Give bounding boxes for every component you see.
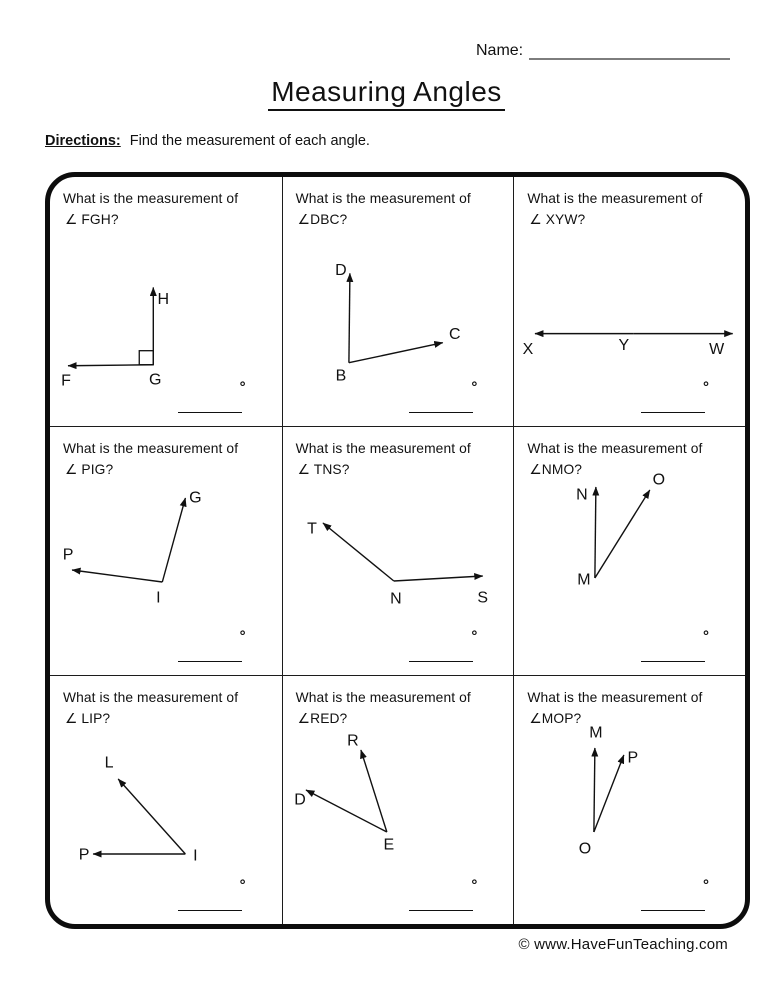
svg-text:D: D <box>334 260 347 279</box>
svg-text:L: L <box>104 753 114 772</box>
svg-text:P: P <box>62 545 74 564</box>
answer-line <box>409 412 473 413</box>
svg-text:E: E <box>383 836 394 854</box>
answer-blank[interactable] <box>409 628 478 662</box>
svg-text:I: I <box>193 846 198 865</box>
answer-blank[interactable] <box>641 877 709 911</box>
degree-symbol: ° <box>239 379 246 396</box>
angle-diagram <box>50 177 282 426</box>
svg-text:G: G <box>149 370 162 389</box>
degree-symbol: ° <box>703 877 709 894</box>
question-line1: What is the measurement of <box>63 690 239 705</box>
question-line2: ∠ LIP? <box>65 710 111 726</box>
name-blank-line[interactable] <box>529 41 730 60</box>
degree-symbol: ° <box>703 379 709 396</box>
question-line1: What is the measurement of <box>295 441 471 456</box>
degree-symbol: ° <box>703 628 709 645</box>
svg-text:I: I <box>156 588 161 607</box>
problem-cell-nmo <box>513 426 745 675</box>
problem-cell-lip <box>50 675 282 924</box>
answer-blank[interactable] <box>409 877 478 911</box>
worksheet-title: Measuring Angles <box>268 76 505 111</box>
degree-symbol: ° <box>239 877 246 894</box>
problem-cell-dbc <box>282 177 514 426</box>
answer-blank[interactable] <box>178 628 246 662</box>
degree-symbol: ° <box>239 628 246 645</box>
degree-symbol: ° <box>471 628 478 645</box>
svg-text:P: P <box>627 749 639 767</box>
answer-blank[interactable] <box>641 379 709 413</box>
answer-line <box>641 661 705 662</box>
problem-cell-fgh <box>50 177 282 426</box>
svg-text:W: W <box>709 340 725 359</box>
svg-text:X: X <box>522 340 534 359</box>
svg-text:N: N <box>389 590 402 608</box>
angle-diagram <box>514 177 745 426</box>
question-line1: What is the measurement of <box>527 441 703 456</box>
directions <box>45 133 370 149</box>
worksheet-frame <box>45 172 750 929</box>
question-line1: What is the measurement of <box>295 191 471 206</box>
answer-line <box>409 661 473 662</box>
svg-text:O: O <box>652 471 666 489</box>
question-line2: ∠ PIG? <box>65 461 114 477</box>
svg-text:H: H <box>157 290 170 309</box>
answer-line <box>641 910 705 911</box>
svg-text:G: G <box>189 488 202 507</box>
svg-text:T: T <box>306 520 317 538</box>
svg-text:Y: Y <box>618 336 630 355</box>
problem-cell-mop <box>513 675 745 924</box>
angle-diagram <box>283 676 514 924</box>
question-line1: What is the measurement of <box>63 441 239 456</box>
question-line1: What is the measurement of <box>527 690 703 705</box>
svg-text:B: B <box>335 366 346 385</box>
problem-cell-red <box>282 675 514 924</box>
angle-diagram <box>283 427 514 675</box>
question-line1: What is the measurement of <box>527 191 703 206</box>
answer-line <box>178 910 242 911</box>
question-line2: ∠DBC? <box>297 211 348 227</box>
svg-text:D: D <box>293 791 306 809</box>
footer-credit: © www.HaveFunTeaching.com <box>518 936 728 953</box>
angle-diagram <box>50 427 282 675</box>
question-line2: ∠ XYW? <box>529 211 586 227</box>
answer-line <box>178 412 242 413</box>
name-label: Name: <box>476 42 524 59</box>
svg-text:F: F <box>61 371 71 390</box>
question-line2: ∠ TNS? <box>297 461 350 477</box>
angle-diagram <box>514 676 745 924</box>
svg-text:N: N <box>576 486 589 504</box>
question-line2: ∠RED? <box>297 710 348 726</box>
directions-label: Directions: <box>45 133 121 149</box>
question-line2: ∠ FGH? <box>65 211 119 227</box>
svg-text:C: C <box>448 325 461 344</box>
svg-text:P: P <box>78 845 90 864</box>
problem-cell-xyw <box>513 177 745 426</box>
answer-blank[interactable] <box>178 877 246 911</box>
answer-blank[interactable] <box>178 379 246 413</box>
degree-symbol: ° <box>471 379 478 396</box>
answer-line <box>178 661 242 662</box>
angle-diagram <box>514 427 745 675</box>
question-line2: ∠MOP? <box>529 710 582 726</box>
problem-cell-pig <box>50 426 282 675</box>
question-line1: What is the measurement of <box>63 191 239 206</box>
answer-line <box>641 412 705 413</box>
question-line2: ∠NMO? <box>529 461 583 477</box>
answer-blank[interactable] <box>641 628 709 662</box>
svg-text:M: M <box>577 571 591 589</box>
degree-symbol: ° <box>471 877 478 894</box>
svg-text:O: O <box>579 840 592 858</box>
svg-text:R: R <box>346 732 359 750</box>
name-field <box>476 41 730 60</box>
problem-cell-tns <box>282 426 514 675</box>
title-row <box>0 76 773 111</box>
svg-text:M: M <box>589 724 603 742</box>
question-line1: What is the measurement of <box>295 690 471 705</box>
answer-blank[interactable] <box>409 379 478 413</box>
directions-text: Find the measurement of each angle. <box>129 133 370 149</box>
angle-diagram <box>283 177 514 426</box>
worksheet-grid <box>50 177 745 924</box>
svg-text:S: S <box>477 589 488 607</box>
angle-diagram <box>50 676 282 924</box>
answer-line <box>409 910 473 911</box>
